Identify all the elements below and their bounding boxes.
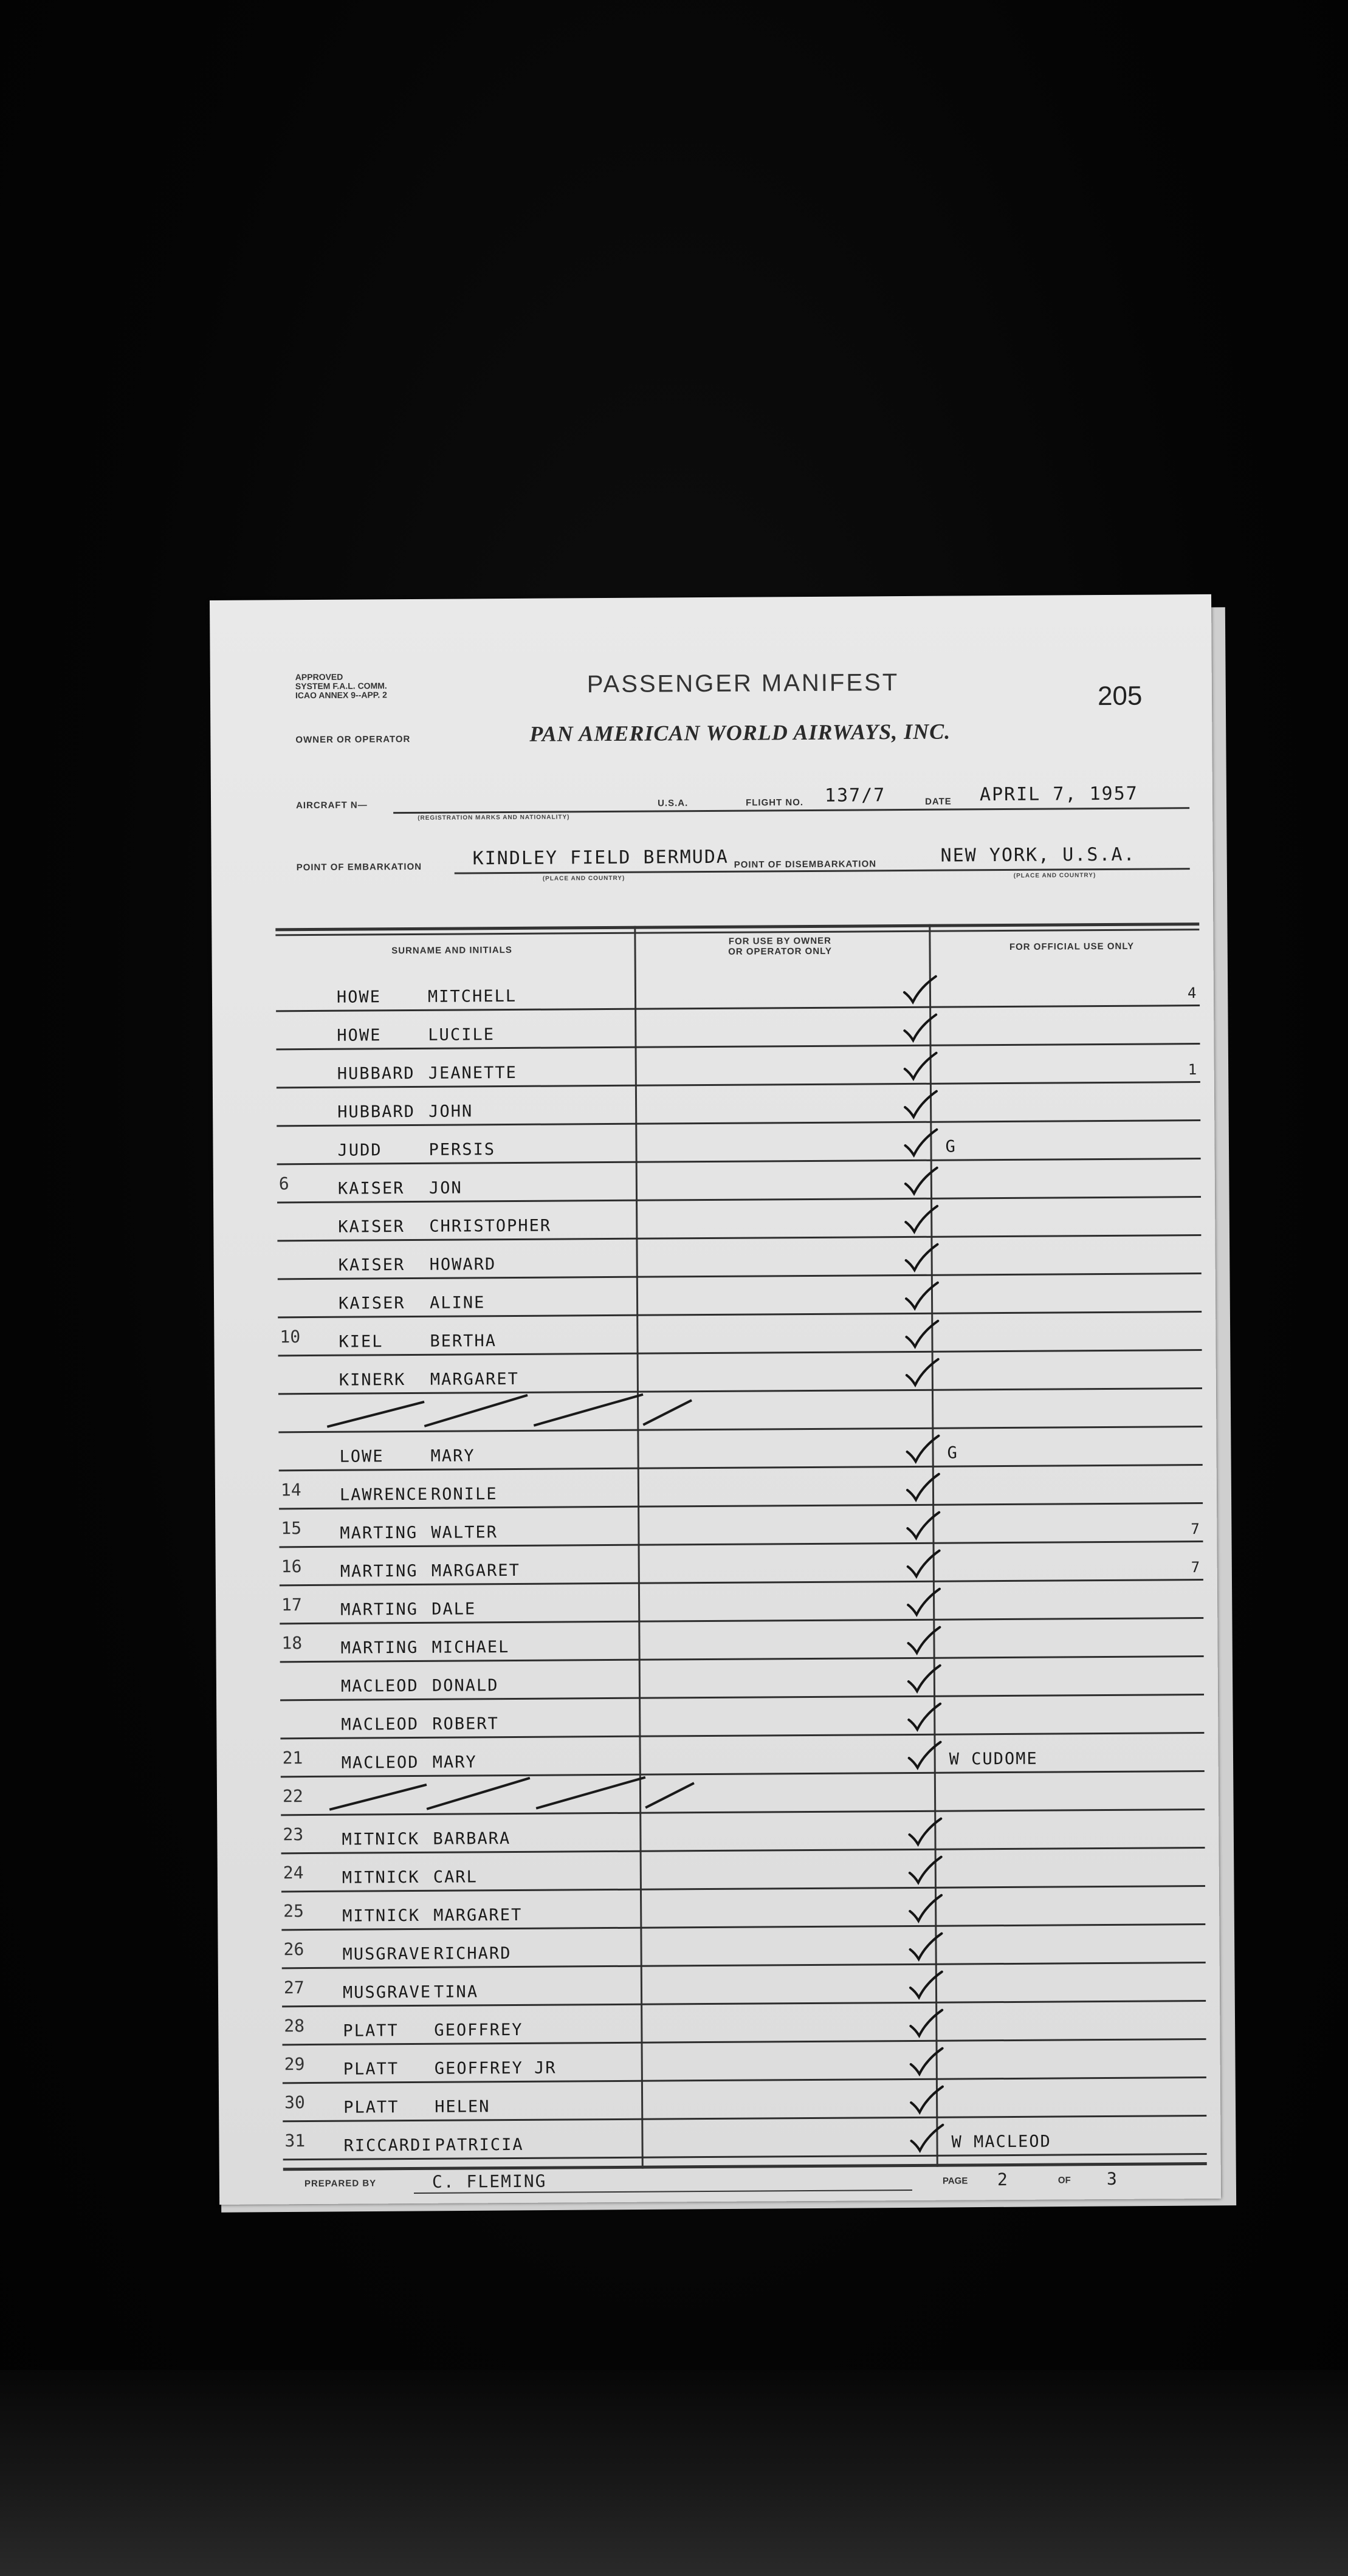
table-row (280, 1542, 1203, 1586)
table-row (276, 968, 1200, 1012)
checkmark-icon (907, 1931, 944, 1962)
table-row (277, 1121, 1200, 1165)
row-number: 6 (278, 1173, 289, 1194)
official-use-note: G (945, 1137, 957, 1156)
table-row (282, 1963, 1206, 2007)
passenger-surname: JUDD (337, 1141, 382, 1160)
table-row (281, 1925, 1205, 1969)
checkmark-icon (907, 1893, 944, 1923)
passenger-given-name: RICHARD (433, 1944, 512, 1963)
checkmark-icon (905, 1510, 941, 1540)
usa-label: U.S.A. (658, 798, 689, 809)
strikeout-marks (305, 1771, 731, 1816)
page-total: 3 (1106, 2168, 1117, 2190)
row-number: 26 (283, 1939, 304, 1960)
passenger-given-name: GEOFFREY (434, 2020, 523, 2040)
checkmark-icon (906, 1625, 942, 1655)
table-row (283, 2040, 1206, 2084)
row-number: 29 (284, 2054, 305, 2075)
passenger-given-name: JON (428, 1178, 463, 1198)
aircraft-label: AIRCRAFT N— (296, 800, 368, 811)
disembark-sublabel: (PLACE AND COUNTRY) (1013, 872, 1096, 879)
scan-bottom-edge (0, 2370, 1348, 2576)
table-row (281, 1849, 1205, 1892)
prepared-by-label: PREPARED BY (304, 2178, 377, 2190)
table-row (281, 1810, 1205, 1854)
checkmark-icon (907, 1855, 944, 1885)
passenger-surname: KAISER (338, 1294, 405, 1313)
passenger-surname: MUSGRAVE (342, 1982, 432, 2002)
table-row (278, 1313, 1202, 1356)
checkmark-icon (906, 1587, 942, 1617)
row-number: 27 (283, 1977, 304, 1998)
passenger-surname: MITNICK (342, 1906, 421, 1926)
table-row (276, 1006, 1200, 1050)
checkmark-icon (902, 1012, 938, 1043)
flight-label: FLIGHT NO. (745, 797, 804, 808)
passenger-surname: HOWE (337, 1026, 382, 1045)
table-row (280, 1581, 1203, 1624)
checkmark-icon (903, 1089, 939, 1119)
checkmark-icon (903, 1242, 940, 1273)
strikeout-marks (303, 1388, 728, 1433)
row-number: 15 (281, 1518, 302, 1539)
passenger-surname: MUSGRAVE (342, 1944, 432, 1964)
checkmark-icon (909, 2046, 945, 2076)
checkmark-icon (902, 974, 938, 1005)
checkmark-icon (906, 1663, 943, 1694)
table-row (281, 1772, 1205, 1816)
passenger-given-name: LUCILE (428, 1025, 495, 1045)
checkmark-icon (908, 1970, 944, 2000)
table-row (277, 1198, 1201, 1242)
checkmark-icon (903, 1127, 939, 1158)
page-number: 2 (997, 2169, 1008, 2190)
passenger-surname: HUBBARD (337, 1063, 415, 1084)
approval-note: APPROVED SYSTEM F.A.L. COMM. ICAO ANNEX 9--APP. 2 (295, 671, 387, 701)
checkmark-icon (903, 1051, 939, 1081)
passenger-given-name: MARY (430, 1446, 475, 1466)
passenger-surname: MITNICK (342, 1829, 420, 1849)
row-number: 22 (282, 1786, 303, 1807)
passenger-given-name: CHRISTOPHER (429, 1216, 552, 1236)
page-stamp: 205 (1097, 681, 1143, 712)
passenger-given-name: CARL (433, 1867, 478, 1887)
row-number: 25 (283, 1901, 304, 1922)
passenger-given-name: MARGARET (431, 1561, 520, 1581)
embark-label: POINT OF EMBARKATION (296, 861, 422, 873)
column-header-names: SURNAME AND INITIALS (391, 944, 512, 957)
passenger-surname: MARTING (340, 1561, 418, 1581)
table-bottom-rule (283, 2162, 1207, 2171)
passenger-surname: PLATT (343, 2098, 399, 2117)
official-use-note: G (947, 1443, 958, 1463)
column-header-owner: FOR USE BY OWNER OR OPERATOR ONLY (728, 935, 832, 957)
page-label: PAGE (942, 2176, 968, 2186)
checkmark-icon (903, 1204, 940, 1234)
row-number: 31 (284, 2131, 306, 2151)
passenger-given-name: MARGARET (430, 1369, 519, 1389)
passenger-given-name: MICHAEL (432, 1638, 510, 1657)
table-row (277, 1159, 1201, 1203)
checkmark-icon (904, 1319, 940, 1349)
passenger-table (275, 922, 1200, 2155)
passenger-given-name: ALINE (429, 1293, 486, 1313)
official-use-note: W MACLEOD (951, 2132, 1051, 2152)
passenger-surname: MACLEOD (340, 1676, 419, 1696)
checkmark-icon (906, 1702, 943, 1732)
passenger-given-name: MITCHELL (427, 986, 517, 1006)
passenger-given-name: ROBERT (432, 1714, 499, 1734)
passenger-given-name: HELEN (435, 2097, 490, 2117)
owner-label: OWNER OR OPERATOR (295, 733, 411, 746)
passenger-given-name: JOHN (428, 1102, 473, 1121)
aircraft-underline (393, 807, 1189, 814)
checkmark-icon (903, 1166, 940, 1196)
passenger-surname: MACLEOD (341, 1753, 419, 1773)
column-header-official: FOR OFFICIAL USE ONLY (1009, 941, 1135, 952)
table-row (280, 1657, 1204, 1701)
passenger-given-name: RONILE (430, 1485, 498, 1504)
passenger-given-name: PATRICIA (435, 2135, 524, 2155)
checkmark-icon (904, 1357, 941, 1387)
table-row (277, 1236, 1201, 1280)
checkmark-icon (906, 1740, 943, 1770)
table-row (280, 1695, 1204, 1739)
passenger-surname: MARTING (340, 1599, 419, 1619)
embark-value: KINDLEY FIELD BERMUDA (472, 846, 729, 870)
passenger-surname: KAISER (338, 1217, 405, 1237)
passenger-surname: PLATT (343, 2059, 399, 2079)
passenger-surname: RICCARDI (343, 2135, 433, 2155)
passenger-surname: KINERK (339, 1370, 406, 1390)
flight-date: APRIL 7, 1957 (979, 783, 1138, 806)
row-number: 30 (284, 2092, 305, 2113)
table-row (279, 1466, 1203, 1510)
date-label: DATE (924, 796, 952, 807)
row-number: 24 (283, 1863, 304, 1883)
table-row (280, 1619, 1203, 1663)
passenger-given-name: BARBARA (433, 1829, 511, 1849)
checkmark-icon (904, 1280, 940, 1311)
edge-annotation: 1 (1188, 1061, 1197, 1079)
disembark-label: POINT OF DISEMBARKATION (734, 859, 877, 870)
table-row (277, 1045, 1200, 1088)
passenger-given-name: BERTHA (430, 1331, 497, 1351)
passenger-surname: MARTING (340, 1638, 419, 1658)
row-number: 21 (282, 1748, 303, 1768)
airline-name: PAN AMERICAN WORLD AIRWAYS, INC. (529, 719, 951, 746)
checkmark-icon (904, 1434, 941, 1464)
table-row (282, 2002, 1206, 2045)
row-number: 14 (280, 1480, 301, 1500)
passenger-given-name: DALE (432, 1599, 476, 1619)
aircraft-sublabel: (REGISTRATION MARKS AND NATIONALITY) (418, 814, 570, 822)
passenger-given-name: DONALD (432, 1676, 499, 1695)
manifest-title: PASSENGER MANIFEST (586, 669, 899, 698)
table-row (281, 1887, 1205, 1931)
passenger-given-name: MARY (432, 1753, 477, 1772)
passenger-surname: LOWE (339, 1447, 384, 1466)
table-row (283, 2078, 1206, 2122)
table-row (279, 1504, 1203, 1548)
passenger-given-name: PERSIS (428, 1140, 496, 1159)
table-row (278, 1427, 1202, 1471)
checkmark-icon (907, 1816, 943, 1847)
edge-annotation: 7 (1191, 1559, 1200, 1576)
row-number: 16 (281, 1556, 302, 1577)
passenger-surname: HOWE (336, 987, 382, 1007)
passenger-surname: PLATT (343, 2021, 399, 2041)
edge-annotation: 7 (1191, 1520, 1200, 1538)
edge-annotation: 4 (1187, 984, 1197, 1002)
passenger-given-name: MARGARET (433, 1905, 523, 1925)
manifest-sheet (210, 594, 1221, 2205)
passenger-given-name: GEOFFREY JR (434, 2058, 557, 2078)
passenger-given-name: JEANETTE (428, 1063, 517, 1083)
passenger-surname: KAISER (337, 1179, 405, 1198)
table-row (278, 1351, 1202, 1395)
row-number: 23 (283, 1824, 304, 1845)
checkmark-icon (909, 2084, 945, 2115)
table-row (280, 1734, 1204, 1777)
checkmark-icon (906, 1548, 942, 1579)
checkmark-icon (905, 1472, 941, 1502)
table-row (278, 1389, 1202, 1433)
passenger-surname: HUBBARD (337, 1102, 416, 1122)
passenger-surname: MITNICK (342, 1867, 420, 1887)
checkmark-icon (909, 2123, 945, 2153)
passenger-surname: MARTING (340, 1523, 418, 1543)
passenger-surname: LAWRENCE (339, 1485, 429, 1505)
passenger-given-name: TINA (433, 1982, 479, 2002)
row-number: 18 (281, 1633, 303, 1654)
disembark-value: NEW YORK, U.S.A. (940, 843, 1136, 867)
table-row (283, 2117, 1206, 2160)
checkmark-icon (908, 2008, 944, 2038)
row-number: 17 (281, 1595, 302, 1615)
passenger-given-name: WALTER (431, 1523, 498, 1542)
passenger-surname: KIEL (339, 1332, 383, 1352)
passenger-surname: MACLEOD (341, 1714, 419, 1734)
table-row (278, 1274, 1202, 1318)
prepared-by-name: C. FLEMING (432, 2171, 547, 2192)
table-row (277, 1083, 1200, 1127)
row-number: 28 (284, 2016, 305, 2036)
flight-number: 137/7 (824, 785, 886, 806)
passenger-given-name: HOWARD (429, 1255, 497, 1274)
page-of-label: OF (1057, 2175, 1071, 2186)
official-use-note: W CUDOME (949, 1749, 1038, 1769)
passenger-surname: KAISER (338, 1255, 405, 1275)
embark-sublabel: (PLACE AND COUNTRY) (542, 874, 625, 882)
row-number: 10 (280, 1327, 301, 1347)
